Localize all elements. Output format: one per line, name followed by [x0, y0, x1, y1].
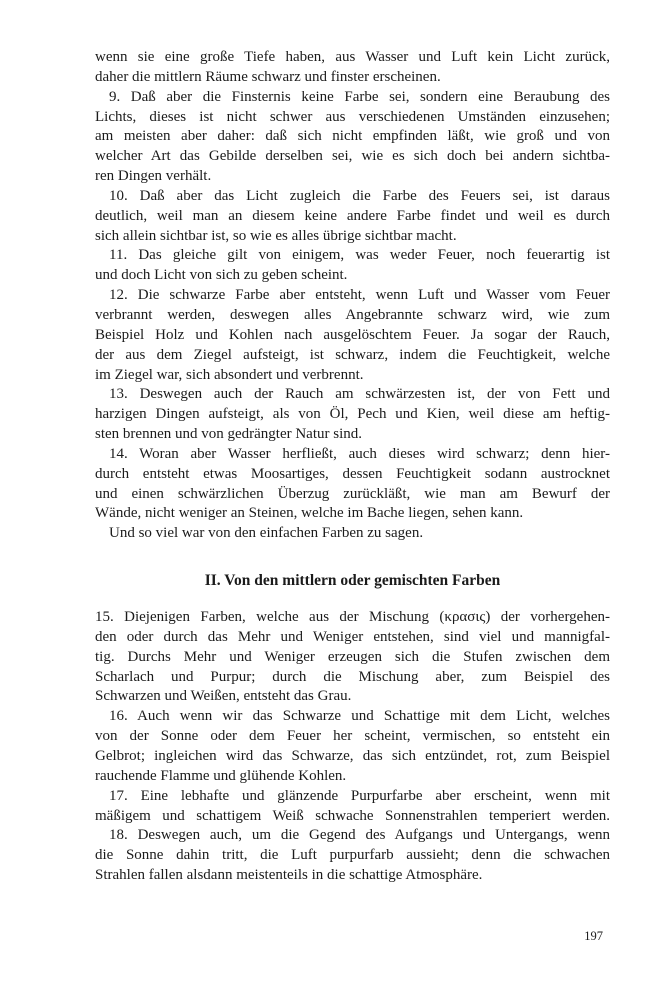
paragraph [95, 385, 610, 445]
text-line: verbrannt werden, deswegen alles Angebrannte schwarz wird, wie zum [95, 306, 610, 323]
paragraph [95, 88, 610, 187]
paragraph [95, 787, 610, 827]
text-line: im Ziegel war, sich absondert und verbrennt. [95, 366, 364, 383]
text-line: rauchende Flamme und glühende Kohlen. [95, 767, 347, 784]
text-line: 14. Woran aber Wasser herfließt, auch dieses wird schwarz; denn hier- [109, 445, 610, 462]
text-line: 9. Daß aber die Finsternis keine Farbe sei, sondern eine Beraubung des [109, 88, 610, 105]
text-line: Gelbrot; ingleichen wird das Schwarze, das sich entzündet, rot, zum Beispiel [95, 748, 610, 764]
page-number: 197 [584, 929, 603, 943]
paragraph [95, 445, 610, 524]
text-line: 10. Daß aber das Licht zugleich die Farbe des Feuers sei, ist daraus [109, 187, 610, 204]
paragraph [95, 48, 610, 88]
text-line: welcher Art das Gebilde derselben sei, wie es sich doch bei andern sichtba- [95, 148, 610, 165]
text-line: 17. Eine lebhafte und glänzende Purpurfarbe aber erscheint, wenn mit [109, 787, 610, 804]
text-column [95, 48, 610, 886]
text-line: deutlich, weil man an diesem keine andere Farbe findet und weil es durch [95, 207, 610, 224]
paragraph [95, 826, 610, 886]
text-line: die Sonne dahin tritt, die Luft purpurfarb aussieht; denn die schwachen [95, 847, 610, 864]
text-line: sten brennen und von gedrängter Natur sind. [95, 426, 363, 443]
paragraph [95, 524, 610, 544]
text-line: Schwarzen und Weißen, entsteht das Grau. [95, 688, 352, 705]
text-line: ren Dingen verhält. [95, 168, 212, 185]
text-line: und doch Licht von sich zu geben scheint. [95, 267, 348, 284]
text-line: von der Sonne oder dem Feuer her scheint, vermischen, so entsteht ein [95, 728, 610, 745]
text-line: durch entsteht etwas Moosartiges, dessen Feuchtigkeit sodann austrocknet [95, 465, 610, 482]
text-line: Scharlach und Purpur; durch die Mischung aber, zum Beispiel des [95, 668, 610, 685]
text-line: Lichts, dieses ist nicht schwer aus verschiedenen Umständen einzusehen; [95, 108, 610, 125]
text-line: 12. Die schwarze Farbe aber entsteht, wenn Luft und Wasser vom Feuer [109, 287, 610, 304]
text-line: daher die mittlern Räume schwarz und finster erscheinen. [95, 68, 441, 85]
paragraph [95, 246, 610, 286]
paragraph [95, 187, 610, 247]
text-line: den oder durch das Mehr und Weniger entstehen, sind viel und mannigfal- [95, 628, 610, 645]
text-line: Wände, nicht weniger an Steinen, welche im Bache liegen, sehen kann. [95, 505, 524, 522]
text-line: am meisten aber daher: daß sich nicht empfinden läßt, wie groß und von [95, 128, 610, 145]
text-line: harzigen Dingen aufsteigt, als von Öl, Pech und Kien, weil diese am heftig- [95, 406, 610, 423]
text-line: Und so viel war von den einfachen Farben zu sagen. [109, 525, 424, 542]
text-line: 15. Diejenigen Farben, welche aus der Mischung (κρασις) der vorhergehen- [95, 609, 610, 626]
text-line: Strahlen fallen alsdann meistenteils in die schattige Atmosphäre. [95, 867, 483, 884]
text-line: 18. Deswegen auch, um die Gegend des Aufgangs und Untergangs, wenn [109, 827, 610, 844]
paragraph [95, 707, 610, 786]
paragraph [95, 286, 610, 385]
text-line: sich allein sichtbar ist, so wie es alles übrige sichtbar macht. [95, 227, 457, 244]
text-line: 13. Deswegen auch der Rauch am schwärzesten ist, der von Fett und [109, 386, 610, 403]
text-line: wenn sie eine große Tiefe haben, aus Wasser und Luft kein Licht zurück, [95, 49, 610, 65]
section-heading: II. Von den mittlern oder gemischten Farben [204, 572, 501, 590]
text-line: tig. Durchs Mehr und Weniger erzeugen sich die Stufen zwischen dem [95, 648, 610, 665]
paragraph [95, 608, 610, 707]
text-line: und einen schwärzlichen Überzug zurückläßt, wie man am Bewurf der [95, 485, 610, 502]
text-line: 16. Auch wenn wir das Schwarze und Schattige mit dem Licht, welches [109, 708, 610, 725]
text-line: der aus dem Ziegel aufsteigt, ist schwarz, indem die Feuchtigkeit, welche [95, 346, 610, 363]
text-line: 11. Das gleiche gilt von einigem, was weder Feuer, noch feuerartig ist [109, 247, 610, 264]
text-line: mäßigem und schattigem Weiß schwache Sonnenstrahlen temperiert werden. [95, 807, 610, 824]
text-line: Beispiel Holz und Kohlen nach ausgelöschtem Feuer. Ja sogar der Rauch, [95, 326, 610, 343]
